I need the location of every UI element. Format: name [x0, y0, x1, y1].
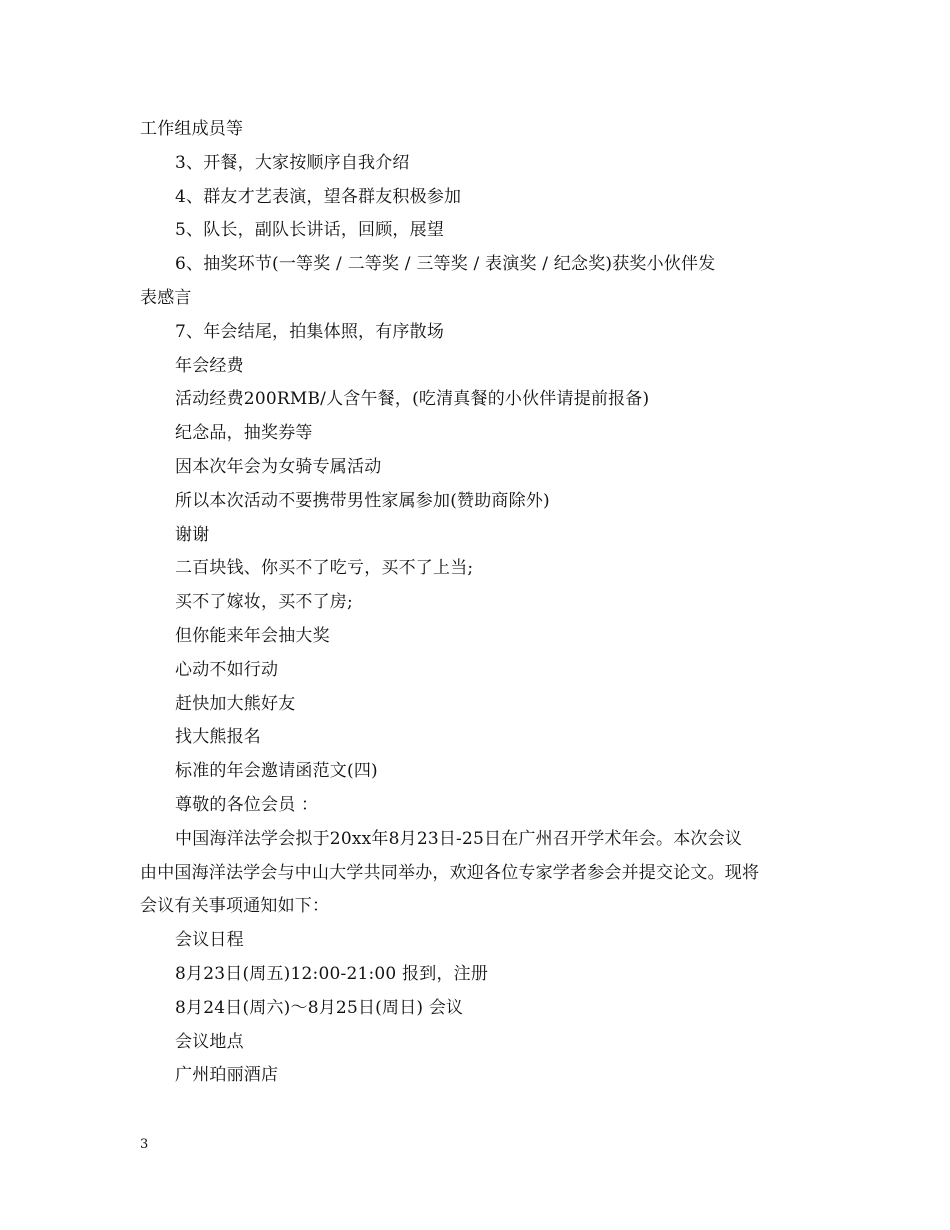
text-line: 6、抽奖环节(一等奖 / 二等奖 / 三等奖 / 表演奖 / 纪念奖)获奖小伙伴发 — [175, 254, 716, 275]
text-line: 由中国海洋法学会与中山大学共同举办，欢迎各位专家学者参会并提交论文。现将 — [140, 862, 760, 883]
text-line: 会议日程 — [175, 930, 244, 951]
text-line: 广州珀丽酒店 — [175, 1065, 279, 1086]
text-line: 表感言 — [140, 287, 192, 308]
text-line: 8月24日(周六)～8月25日(周日) 会议 — [175, 997, 464, 1018]
text-line: 7、年会结尾，拍集体照，有序散场 — [175, 321, 445, 342]
text-line: 尊敬的各位会员 ： — [175, 794, 319, 815]
text-line: 8月23日(周五)12:00-21:00 报到，注册 — [175, 963, 489, 984]
text-line: 谢谢 — [175, 524, 210, 545]
text-line: 但你能来年会抽大奖 — [175, 625, 330, 646]
text-line: 3、开餐，大家按顺序自我介绍 — [175, 152, 410, 173]
text-line: 年会经费 — [175, 355, 244, 376]
text-line: 标准的年会邀请函范文(四) — [175, 761, 378, 782]
text-line: 4、群友才艺表演，望各群友积极参加 — [175, 186, 462, 207]
text-line: 赶快加大熊好友 — [175, 693, 296, 714]
text-line: 会议地点 — [175, 1031, 244, 1052]
text-line: 中国海洋法学会拟于20xx年8月23日-25日在广州召开学术年会。本次会议 — [175, 828, 743, 849]
text-line: 买不了嫁妆，买不了房; — [175, 592, 353, 613]
page-number: 3 — [140, 1137, 149, 1152]
text-line: 工作组成员等 — [140, 119, 244, 139]
text-line: 二百块钱、你买不了吃亏，买不了上当; — [175, 558, 474, 579]
text-line: 纪念品，抽奖券等 — [175, 423, 313, 444]
text-line: 找大熊报名 — [175, 727, 261, 748]
text-line: 心动不如行动 — [175, 659, 279, 680]
text-line: 所以本次活动不要携带男性家属参加(赞助商除外) — [175, 490, 550, 511]
text-line: 5、队长，副队长讲话，回顾，展望 — [175, 220, 445, 241]
document-body — [140, 113, 820, 1093]
text-line: 因本次年会为女骑专属活动 — [175, 456, 382, 477]
text-line: 会议有关事项通知如下： — [140, 896, 330, 917]
text-line: 活动经费200RMB/人含午餐，(吃清真餐的小伙伴请提前报备) — [175, 389, 650, 410]
